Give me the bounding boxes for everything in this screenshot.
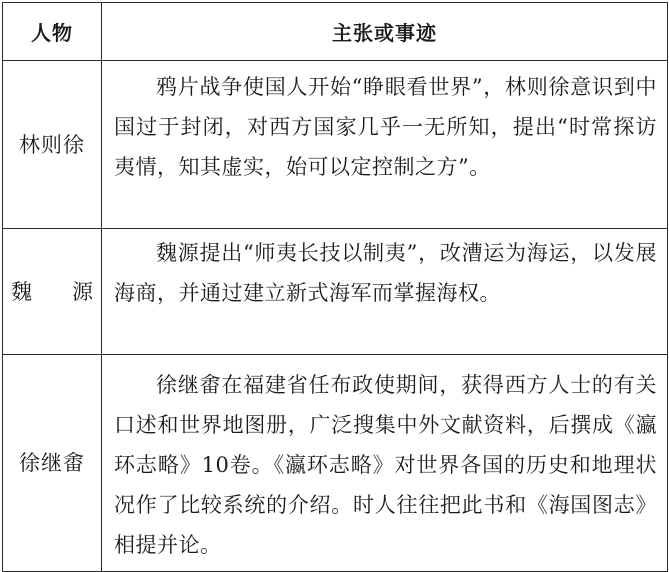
table-row [3,61,668,229]
deeds-cell: 魏源提出“师夷长技以制夷”，改漕运为海运，以发展海商，并通过建立新式海军而掌握海权。 [102,229,668,355]
deeds-cell: 徐继畬在福建省任布政使期间，获得西方人士的有关口述和世界地图册，广泛搜集中外文献资料，后撰成《瀛环志略》10卷。《瀛环志略》对世界各国的历史和地理状况作了比较系统的介绍。时人往往把此书和《海国图志》相提并论。 [102,355,668,572]
header-person: 人物 [3,3,102,61]
person-cell: 徐继畬 [3,355,102,572]
deeds-cell: 鸦片战争使国人开始“睁眼看世界”，林则徐意识到中国过于封闭，对西方国家几乎一无所知，提出“时常探访夷情，知其虚实，始可以定控制之方”。 [102,61,668,229]
table-row [3,229,668,355]
person-cell [3,229,102,355]
history-figures-table-container [0,2,669,566]
header-deeds: 主张或事迹 [102,3,668,61]
table-header-row [3,3,668,61]
history-figures-table [2,2,668,572]
person-name-second-char: 源 [72,279,93,304]
person-cell: 林则徐 [3,61,102,229]
table-row [3,355,668,572]
person-name-first-char: 魏 [11,279,32,304]
